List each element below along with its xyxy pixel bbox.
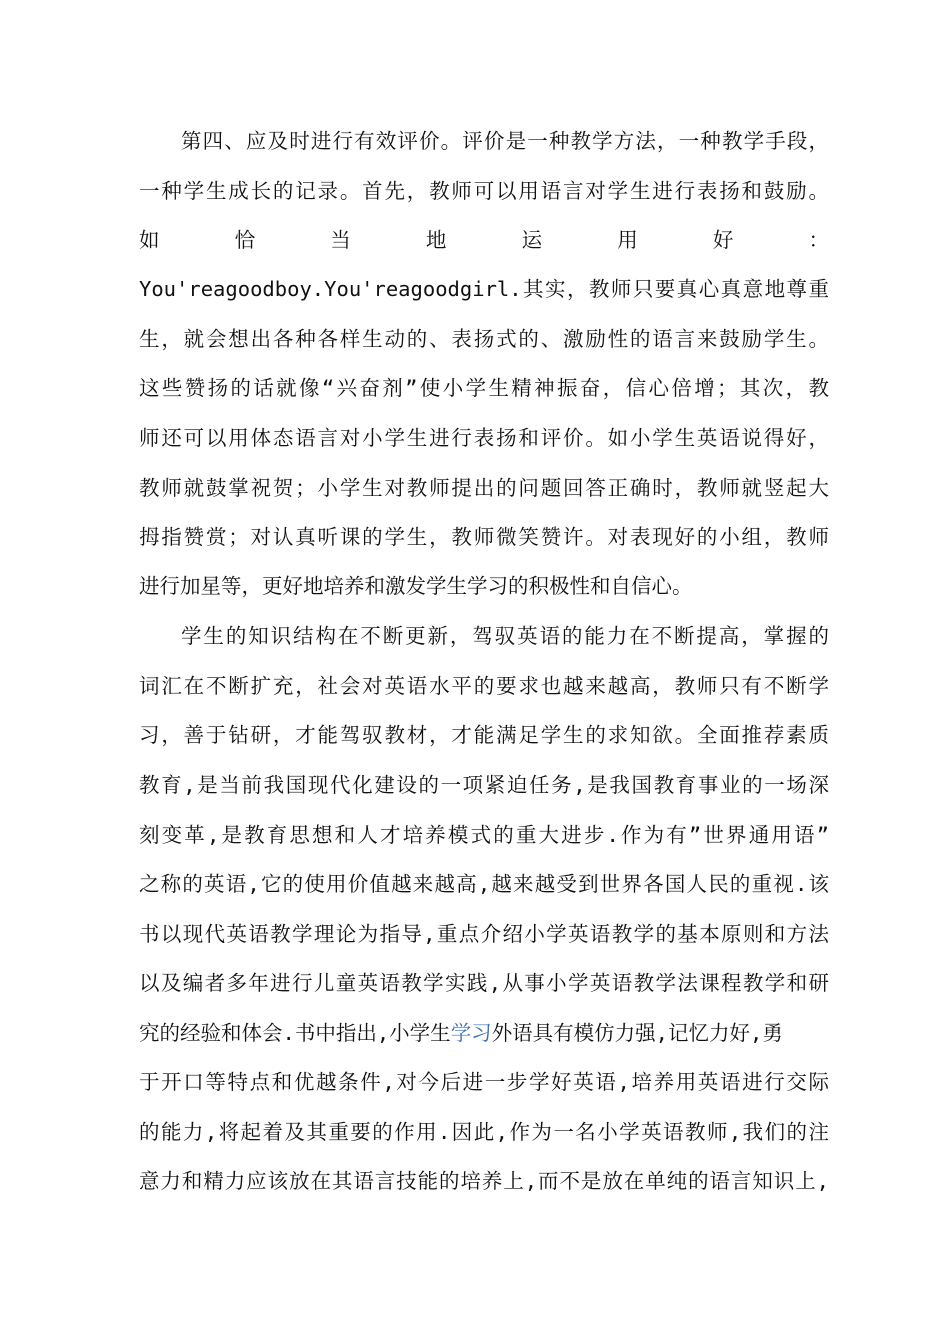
paragraph-line: 于开口等特点和优越条件,对今后进一步学好英语,培养用英语进行交际 [139,1070,829,1094]
paragraph-line: 之称的英语,它的使用价值越来越高,越来越受到世界各国人民的重视.该 [139,872,829,896]
paragraph-line: 书以现代英语教学理论为指导,重点介绍小学英语教学的基本原则和方法 [139,922,829,946]
paragraph-line: 如 恰 当 地 运 用 好 ： [139,228,829,252]
paragraph-line: 第四、应及时进行有效评价。评价是一种教学方法，一种教学手段， [181,129,829,153]
inline-link[interactable]: 学习 [450,1021,492,1045]
paragraph-line: 词汇在不断扩充，社会对英语水平的要求也越来越高，教师只有不断学 [139,674,829,698]
paragraph-line: 习，善于钻研，才能驾驭教材，才能满足学生的求知欲。全面推荐素质 [139,723,829,747]
paragraph-line: 进行加星等，更好地培养和激发学生学习的积极性和自信心。 [139,574,693,598]
paragraph-line: 师还可以用体态语言对小学生进行表扬和评价。如小学生英语说得好， [139,426,829,450]
line-text: 外语具有模仿力强,记忆力好,勇 [491,1021,783,1045]
paragraph-line: 的能力,将起着及其重要的作用.因此,作为一名小学英语教师,我们的注 [139,1120,829,1144]
paragraph-line [139,1013,829,1053]
paragraph-line: 刻变革,是教育思想和人才培养模式的重大进步.作为有”世界通用语” [139,823,829,847]
paragraph-line: 这些赞扬的话就像“兴奋剂”使小学生精神振奋，信心倍增；其次，教 [139,376,829,400]
line-text: 究的经验和体会.书中指出,小学生 [139,1021,451,1045]
paragraph-line: You'reagoodboy.You'reagoodgirl.其实，教师只要真心真意地尊重 [139,277,829,301]
paragraph-line: 意力和精力应该放在其语言技能的培养上,而不是放在单纯的语言知识上, [139,1169,829,1193]
paragraph-line: 拇指赞赏；对认真听课的学生，教师微笑赞许。对表现好的小组，教师 [139,525,829,549]
paragraph-line: 教师就鼓掌祝贺；小学生对教师提出的问题回答正确时，教师就竖起大 [139,476,829,500]
paragraph-line: 学生的知识结构在不断更新，驾驭英语的能力在不断提高，掌握的 [181,624,829,648]
paragraph-line: 一种学生成长的记录。首先，教师可以用语言对学生进行表扬和鼓励。 [139,179,829,203]
paragraph-line: 以及编者多年进行儿童英语教学实践,从事小学英语教学法课程教学和研 [139,971,829,995]
paragraph-line: 教育,是当前我国现代化建设的一项紧迫任务,是我国教育事业的一场深 [139,773,829,797]
paragraph-line: 生，就会想出各种各样生动的、表扬式的、激励性的语言来鼓励学生。 [139,327,829,351]
